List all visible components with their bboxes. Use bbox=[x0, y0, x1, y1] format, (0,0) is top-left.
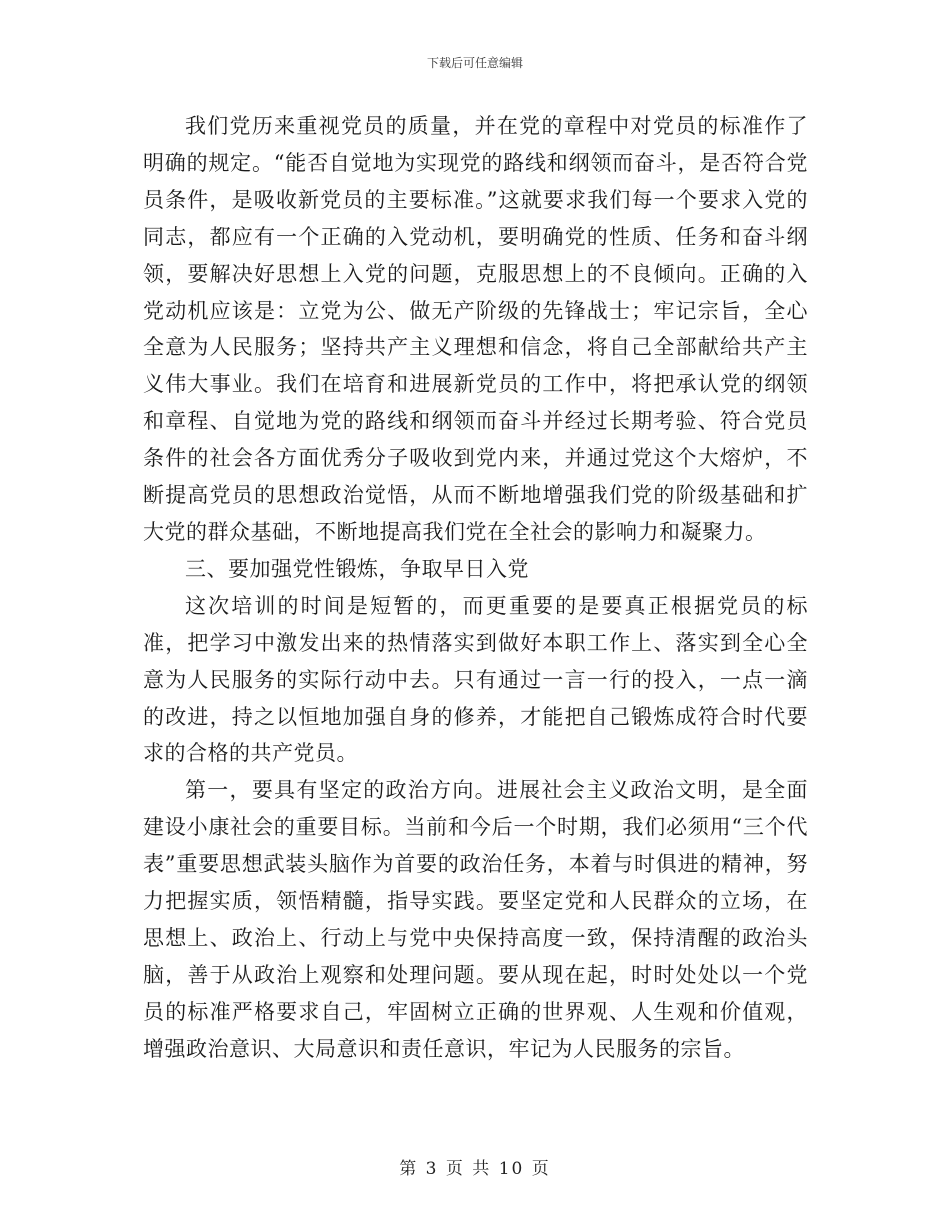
section-heading-three: 三、要加强党性锻炼，争取早日入党 bbox=[185, 556, 529, 581]
paragraph-training: 这次培训的时间是短暂的，而更重要的是要真正根据党员的标准，把学习中激发出来的热情落实到做好本职工作上、落实到全心全意为人民服务的实际行动中去。只有通过一言一行的投入，一点一滴的改进，持之以恒地加强自身的修养，才能把自己锻炼成符合时代要求的合格的共产党员。 bbox=[143, 593, 808, 766]
paragraph-party-member-standards: 我们党历来重视党员的质量，并在党的章程中对党员的标准作了明确的规定。“能否自觉地为实现党的路线和纲领而奋斗，是否符合党员条件，是吸收新党员的主要标准。”这就要求我们每一个要求入党的同志，都应有一个正确的入党动机，要明确党的性质、任务和奋斗纲领，要解决好思想上入党的问题，克服思想上的不良倾向。正确的入党动机应该是：立党为公、做无产阶级的先锋战士；牢记宗旨，全心全意为人民服务；坚持共产主义理想和信念，将自己全部献给共产主义伟大事业。我们在培育和进展新党员的工作中，将把承认党的纲领和章程、自觉地为党的路线和纲领而奋斗并经过长期考验、符合党员条件的社会各方面优秀分子吸收到党内来，并通过党这个大熔炉，不断提高党员的思想政治觉悟，从而不断地增强我们党的阶级基础和扩大党的群众基础，不断地提高我们党在全社会的影响力和凝聚力。 bbox=[143, 114, 808, 544]
header-note: 下载后可任意编辑 bbox=[426, 56, 523, 70]
paragraph-political-direction: 第一，要具有坚定的政治方向。进展社会主义政治文明，是全面建设小康社会的重要目标。当前和今后一个时期，我们必须用“三个代表”重要思想武装头脑作为首要的政治任务，本着与时俱进的精神，努力把握实质，领悟精髓，指导实践。要坚定党和人民群众的立场，在思想上、政治上、行动上与党中央保持高度一致，保持清醒的政治头脑，善于从政治上观察和处理问题。要从现在起，时时处处以一个党员的标准严格要求自己，牢固树立正确的世界观、人生观和价值观，增强政治意识、大局意识和责任意识，牢记为人民服务的宗旨。 bbox=[143, 778, 808, 1061]
document-body bbox=[143, 108, 808, 1068]
page-footer: 第 3 页 共 10 页 bbox=[399, 1159, 551, 1179]
